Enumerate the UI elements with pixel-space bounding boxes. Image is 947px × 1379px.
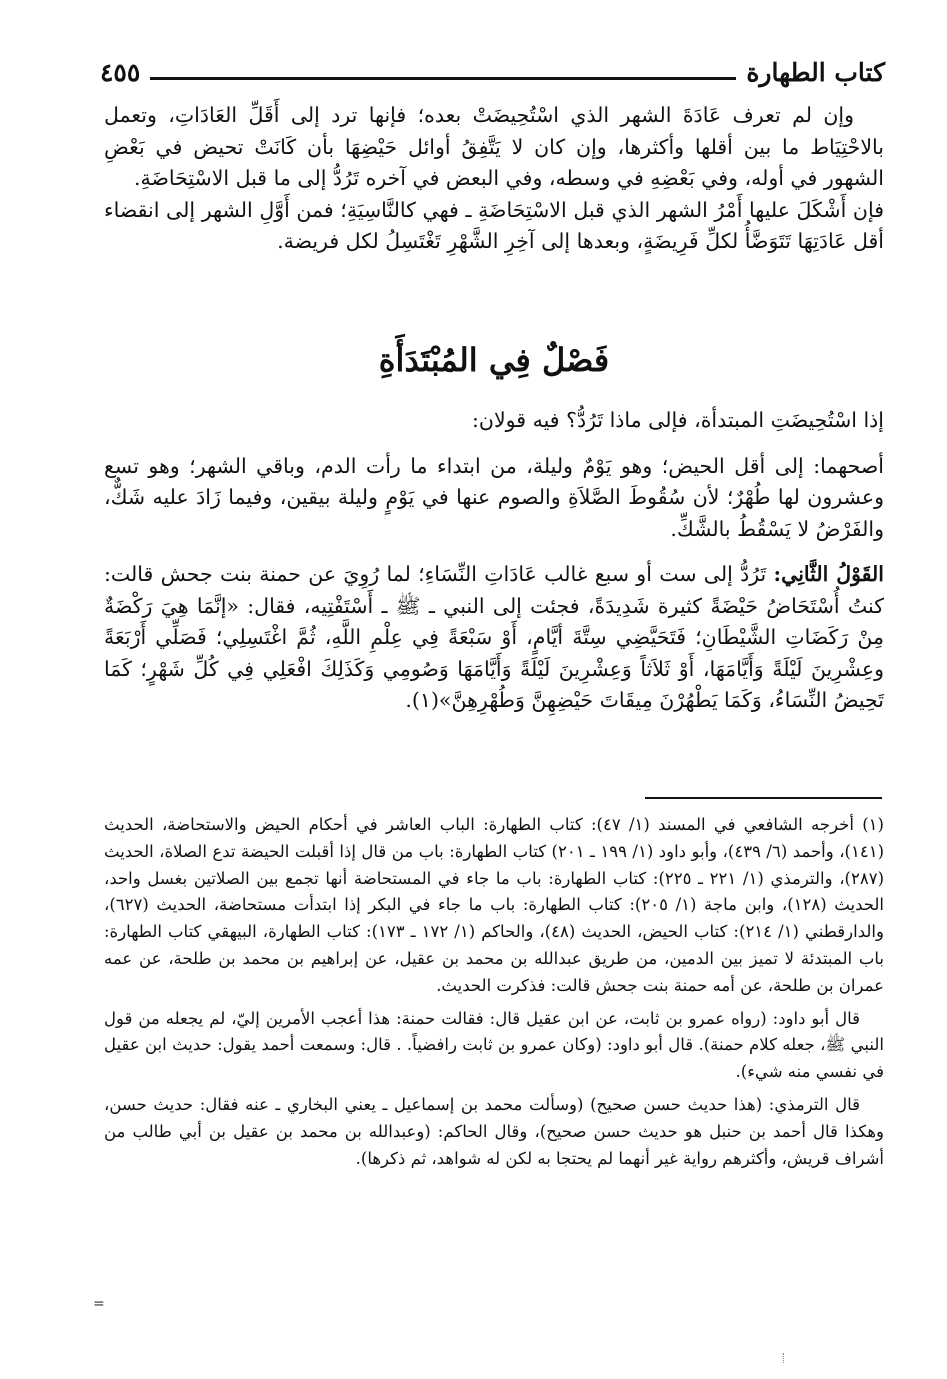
scan-mark [783,1353,790,1363]
book-title: كتاب الطهارة [746,58,885,87]
paragraph-5-text: تَرُدُّ إلى ست أو سبع غالب عَادَاتِ النِّسَاءِ؛ لما رُوِيَ عن حمنة بنت جحش قالت: كنتُ أُسْتَحَاضُ حَيْضَةً كثيرة شَدِيدَةً، فجئت إلى النبي ـ ﷺ ـ أَسْتَفْتِيه، فقال: «إنَّمَا هِيَ رَكْضَةٌ مِنْ رَكَضَاتِ الشَّيْطَانِ؛ فَتَحَيَّضِي سِتَّةَ أيَّامٍ، أَوْ سَبْعَةً فِي عِلْمِ اللَّهِ، ثُمَّ اغْتَسِلِي؛ فَصَلِّي أَرْبَعَةً وعِشْرِينَ لَيْلَةً وَأَيَّامَهَا، أَوْ ثَلاَثاً وَعِشْرِينَ لَيْلَةً وَأَيَّامَهَا وَصُومِي وَكَذَلِكَ افْعَلِي فِي كُلِّ شَهْرٍ؛ كَمَا تَحِيضُ النِّسَاءُ، وَكَمَا يَطْهُرْنَ مِيقَاتَ حَيْضِهِنَّ وَطُهْرِهِنَّ»(١). [104,562,884,712]
running-header [100,52,885,88]
paragraph-5 [104,559,884,717]
paragraph-4: أصحهما: إلى أقل الحيض؛ وهو يَوْمٌ وليلة، من ابتداء ما رأت الدم، وباقي الشهر؛ وهو تسع وعشرون لها طُهْرٌ؛ لأن سُقُوطَ الصَّلاَةِ والصوم عنها في يَوْمٍ وليلة بيقين، وفيما زَادَ عليه شَكٌّ، والفَرْضُ لا يَسْقُطُ بالشَّكِّ. [104,453,884,541]
paragraph-3: إذا اسْتُحِيضَتِ المبتدأة، فإلى ماذا تَرُدُّ؟ فيه قولان: [472,408,884,432]
page-marker: = [93,1296,105,1312]
footnote-1: (١) أخرجه الشافعي في المسند (١/ ٤٧): كتاب الطهارة: الباب العاشر في أحكام الحيض والاستحاضة، الحديث (١٤١)، وأحمد (٦/ ٤٣٩)، وأبو داود (١/ ١٩٩ ـ ٢٠١) كتاب الطهارة: باب من قال إذا أقبلت الحيضة تدع الصلاة، الحديث (٢٨٧)، والترمذي (١/ ٢٢١ ـ ٢٢٥): كتاب الطهارة: باب ما جاء في المستحاضة أنها تجمع بين الصلاتين بغسل واحد، الحديث (١٢٨)، وابن ماجة (١/ ٢٠٥): كتاب الطهارة: باب ما جاء في البكر إذا ابتدأت مستحاضة، الحديث (٦٢٧)، والدارقطني (١/ ٢١٤): كتاب الحيض، الحديث (٤٨)، والحاكم (١/ ١٧٢ ـ ١٧٣): كتاب الطهارة، البيهقي كتاب الطهارة: باب المبتدئة لا تميز بين الدمين، من طريق عبدالله بن محمد بن عقيل، عن إبراهيم بن محمد بن طلحة، عن عمه عمران بن طلحة، عن أمه حمنة بنت جحش قالت: فذكرت الحديث. [104,815,884,995]
page-number: ٤٥٥ [100,58,141,87]
second-opinion-label: القَوْلُ الثَّانِي: [773,562,884,586]
footnotes [104,812,884,1178]
opening-paragraphs [104,100,884,258]
paragraph-1: وإن لم تعرف عَادَةَ الشهر الذي اسْتُحِيضَتْ بعده؛ فإنها ترد إلى أَقَلِّ العَادَاتِ، وتعمل بالاحْتِيَاط ما بين أقلها وأكثرها، وإن كان لا يَتَّفِقُ أوائل حَيْضِهَا بأن كَانَتْ تحيض في بَعْضِ الشهور في أوله، وفي بَعْضِهِ في وسطه، وفي البعض في آخره تَرُدُّ إلى ما قبل الاسْتِحَاضَةِ. [104,103,884,190]
section-heading: فَصْلٌ فِي المُبْتَدَأَةِ [378,341,610,379]
section-body [104,405,884,717]
footnote-3: قال الترمذي: (هذا حديث حسن صحيح) (وسألت محمد بن إسماعيل ـ يعني البخاري ـ عنه فقال: حديث حسن، وهكذا قال أحمد بن حنبل هو حديث حسن صحيح)، وقال الحاكم: (وعبدالله بن محمد بن عقيل بن أبي طالب من أشراف قريش، وأكثرهم رواية غير أنهما لم يحتجا به لكن له شواهد، ثم ذكرها). [104,1094,884,1168]
paragraph-2: فإن أَشْكَلَ عليها أَمْرُ الشهر الذي قبل الاسْتِحَاضَةِ ـ فهي كالنَّاسِيَةِ؛ فمن أَوَّلِ الشهر إلى انقضاء أقل عَادَتِهَا تَتَوَضَّأُ لكلِّ فَرِيضَةٍ، وبعدها إلى آخِرِ الشَّهْرِ تَغْتَسِلُ لكل فريضة. [104,197,884,253]
footnote-2: قال أبو داود: (رواه عمرو بن ثابت، عن ابن عقيل قال: فقالت حمنة: هذا أعجب الأمرين إليّ، لم يجعله من قول النبي ﷺ، جعله كلام حمنة). قال أبو داود: (وكان عمرو بن ثابت رافضياً. . قال: وسمعت أحمد يقول: حديث ابن عقيل في نفسي منه شيء). [104,1008,884,1082]
footnote-separator [645,797,882,799]
header-rule [150,77,736,80]
